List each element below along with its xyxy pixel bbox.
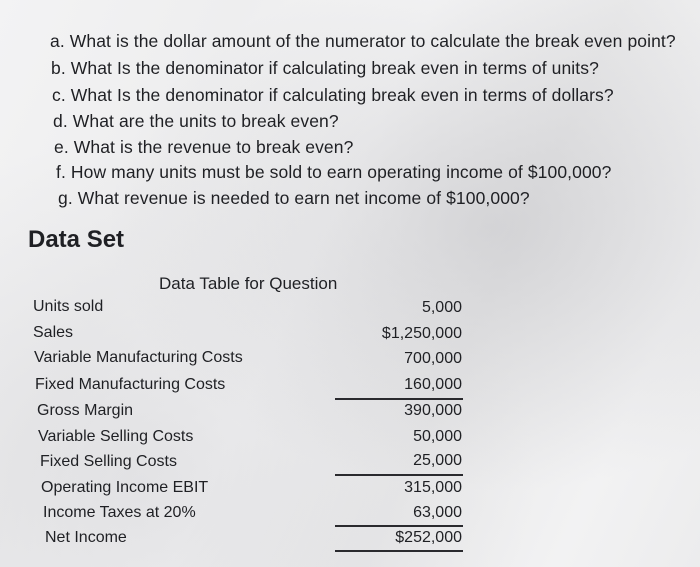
row-label-variable-manufacturing-costs: Variable Manufacturing Costs	[34, 349, 243, 366]
row-value-net-income: $252,000	[395, 529, 462, 546]
double-underline-net-income	[335, 550, 463, 552]
row-value-units-sold: 5,000	[421, 299, 462, 316]
question-d: d. What are the units to break even?	[53, 111, 339, 131]
row-value-sales: $1,250,000	[381, 325, 462, 342]
table-title: Data Table for Question	[159, 274, 338, 293]
row-value-variable-manufacturing-costs: 700,000	[404, 350, 462, 367]
question-c: c. What Is the denominator if calculating break even in terms of dollars?	[52, 85, 614, 105]
data-set-heading: Data Set	[28, 226, 125, 253]
row-label-income-taxes: Income Taxes at 20%	[43, 504, 196, 521]
underline-income-taxes	[335, 525, 463, 527]
row-value-operating-income-ebit: 315,000	[404, 479, 462, 496]
row-value-variable-selling-costs: 50,000	[413, 428, 462, 445]
row-label-fixed-manufacturing-costs: Fixed Manufacturing Costs	[35, 376, 226, 393]
row-label-operating-income-ebit: Operating Income EBIT	[41, 479, 209, 496]
question-a: a. What is the dollar amount of the numerator to calculate the break even point?	[50, 31, 676, 51]
question-f: f. How many units must be sold to earn operating income of $100,000?	[56, 162, 612, 182]
row-value-income-taxes: 63,000	[413, 504, 462, 521]
row-value-fixed-selling-costs: 25,000	[413, 452, 462, 469]
row-label-gross-margin: Gross Margin	[37, 402, 134, 419]
row-value-gross-margin: 390,000	[404, 402, 462, 419]
question-b: b. What Is the denominator if calculating break even in terms of units?	[51, 58, 599, 78]
row-value-fixed-manufacturing-costs: 160,000	[404, 376, 462, 393]
row-label-net-income: Net Income	[45, 529, 127, 546]
row-label-sales: Sales	[33, 324, 74, 341]
row-label-variable-selling-costs: Variable Selling Costs	[38, 428, 194, 445]
row-label-fixed-selling-costs: Fixed Selling Costs	[40, 453, 177, 470]
underline-fixed-selling-costs	[335, 474, 463, 476]
question-e: e. What is the revenue to break even?	[54, 137, 354, 157]
row-label-units-sold: Units sold	[33, 298, 104, 315]
question-g: g. What revenue is needed to earn net income of $100,000?	[58, 188, 530, 208]
underline-fixed-manufacturing-costs	[335, 398, 463, 400]
